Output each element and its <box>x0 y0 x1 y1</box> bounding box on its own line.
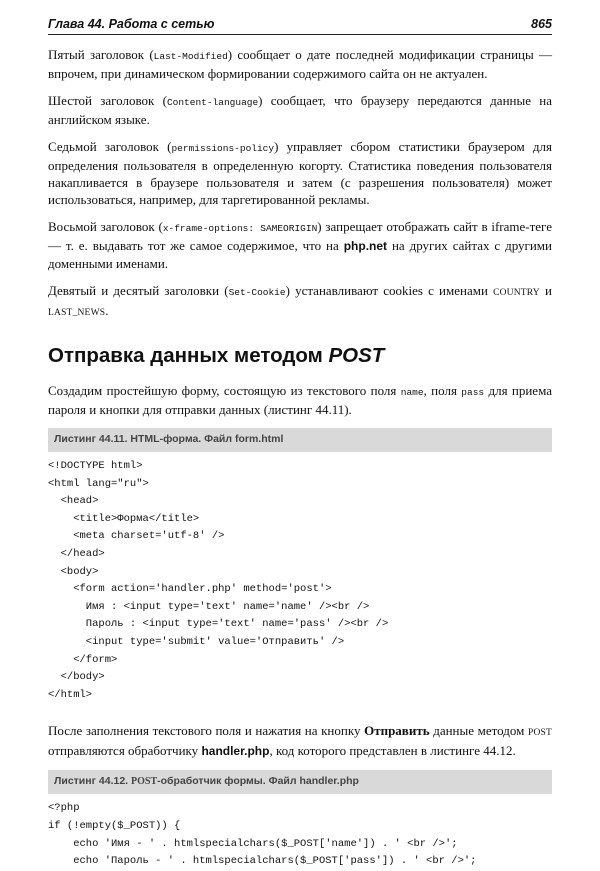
listing-caption: Листинг 44.12. POST-обработчик формы. Файл handler.php <box>48 770 552 794</box>
paragraph-intro: Создадим простейшую форму, состоящую из текстового поля name, поля pass для приема пароля и кнопки для отправки данных (листинг 44.11). <box>48 383 552 417</box>
site-name: php.net <box>343 239 388 253</box>
inline-code: x-frame-options: SAMEORIGIN <box>162 223 318 234</box>
inline-code: permissions-policy <box>171 143 275 154</box>
inline-code: Set-Cookie <box>228 287 286 298</box>
paragraph-permissions-policy: Седьмой заголовок (permissions-policy) управляет сбором статистики браузером для определения пользователя в определенную когорту. Статистика поведения пользователя накапливается в браузере пользователя и затем (с разрешения пользователя) может использоваться, например, для таргетированной рекламы. <box>48 139 552 207</box>
code-block: <!DOCTYPE html> <html lang="ru"> <head> <title>Форма</title> <meta charset='utf-8' /> </head> <body> <form action='handler.php' method='post'> Имя : <input type='text' name='name' /><br /> Пароль : <input type='text' name='pass' /><br /> <input type='submit' value='Отправить' /> </form> </body> </html> <box>48 460 389 701</box>
paragraph-last-modified: Пятый заголовок (Last-Modified) сообщает о дате последней модификации страницы — впрочем, при динамическом формировании содержимого сайта он не актуален. <box>48 47 552 81</box>
cookie-name: COUNTRY <box>493 288 540 298</box>
method-name: POST <box>527 728 552 739</box>
paragraph-content-language: Шестой заголовок (Content-language) сообщает, что браузеру передаются данные на английском языке. <box>48 93 552 127</box>
inline-code: name <box>400 387 424 398</box>
section-title: Отправка данных методом POST <box>48 344 385 367</box>
listing-handler-php <box>48 770 552 870</box>
chapter-title: Глава 44. Работа с сетью <box>48 17 215 31</box>
paragraph-after-listing: После заполнения текстового поля и нажатия на кнопку Отправить данные методом POST отправляются обработчику handler.php, код которого представлен в листинге 44.12. <box>48 723 552 759</box>
button-name: Отправить <box>364 723 430 739</box>
page-number: 865 <box>531 17 552 31</box>
paragraph-x-frame-options: Восьмой заголовок (x-frame-options: SAMEORIGIN) запрещает отображать сайт в iframe-теге — т. е. выдавать тот же самое содержимое, что на php.net на других сайтах с другими доменными именами. <box>48 219 552 271</box>
paragraph-set-cookie: Девятый и десятый заголовки (Set-Cookie) устанавливают cookies с именами COUNTRY и LAST_NEWS. <box>48 283 553 318</box>
code-block: <?php if (!empty($_POST)) { echo 'Имя - ' . htmlspecialchars($_POST['name']) . ' <br />'; echo 'Пароль - ' . htmlspecialchars($_POST['pass']) . ' <br />'; <box>48 802 477 868</box>
inline-code: pass <box>461 387 485 398</box>
inline-code: Content-language <box>166 97 259 108</box>
listing-caption: Листинг 44.11. HTML-форма. Файл form.html <box>48 428 552 452</box>
inline-code: Last-Modified <box>153 51 228 62</box>
cookie-name: LAST_NEWS <box>48 308 106 318</box>
listing-form-html <box>48 428 552 704</box>
file-name: handler.php <box>201 744 270 759</box>
page-header <box>48 16 552 35</box>
page-body <box>48 46 552 871</box>
